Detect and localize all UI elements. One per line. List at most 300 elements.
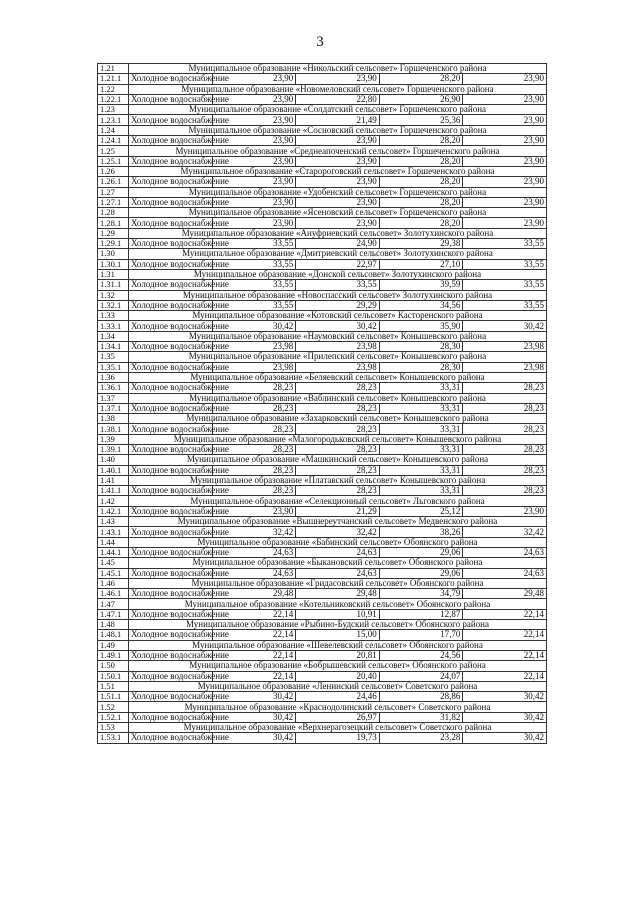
service-label: Холодное водоснабжение <box>129 383 213 393</box>
subsection-number: 1.48.1 <box>98 630 129 640</box>
subsection-number: 1.50.1 <box>98 671 129 681</box>
tariff-value: 24,63 <box>212 547 296 557</box>
tariff-row <box>98 444 547 454</box>
tariff-value: 20,81 <box>296 650 380 660</box>
service-label: Холодное водоснабжение <box>129 342 213 352</box>
section-row <box>98 166 547 176</box>
section-row <box>98 702 547 712</box>
section-row <box>98 599 547 609</box>
tariff-value: 23,90 <box>296 156 380 166</box>
tariff-value: 28,23 <box>296 444 380 454</box>
tariff-row <box>98 94 547 104</box>
tariff-value: 28,20 <box>379 197 463 207</box>
municipality-title: Муниципальное образование «Платавский сельсовет» Конышевского района <box>129 475 547 485</box>
municipality-title: Муниципальное образование «Старороговский сельсовет» Горшеченского района <box>129 166 547 176</box>
municipality-title: Муниципальное образование «Прилепский сельсовет» Конышевского района <box>129 352 547 362</box>
tariff-value: 23,90 <box>463 94 547 104</box>
tariff-row <box>98 547 547 557</box>
tariff-value: 29,48 <box>296 589 380 599</box>
municipality-title: Муниципальное образование «Новомеловский сельсовет» Горшеченского района <box>129 84 547 94</box>
municipality-title: Муниципальное образование «Бабинский сельсовет» Обоянского района <box>129 537 547 547</box>
tariff-value: 23,90 <box>463 218 547 228</box>
tariff-value: 23,90 <box>463 136 547 146</box>
tariff-row <box>98 568 547 578</box>
municipality-title: Муниципальное образование «Быкановский сельсовет» Обоянского района <box>129 558 547 568</box>
municipality-title: Муниципальное образование «Ясеновский сельсовет» Горшеченского района <box>129 208 547 218</box>
section-row <box>98 620 547 630</box>
service-label: Холодное водоснабжение <box>129 424 213 434</box>
section-number: 1.50 <box>98 661 129 671</box>
tariff-value: 28,23 <box>296 465 380 475</box>
tariff-value: 33,55 <box>212 239 296 249</box>
service-label: Холодное водоснабжение <box>129 671 213 681</box>
municipality-title: Муниципальное образование «Гридасовский сельсовет» Обоянского района <box>129 578 547 588</box>
tariff-value: 23,90 <box>212 94 296 104</box>
municipality-title: Муниципальное образование «Захарковский сельсовет» Конышевского района <box>129 414 547 424</box>
tariff-row <box>98 342 547 352</box>
section-number: 1.43 <box>98 517 129 527</box>
tariff-value: 23,90 <box>212 156 296 166</box>
tariff-row <box>98 506 547 516</box>
subsection-number: 1.41.1 <box>98 486 129 496</box>
municipality-title: Муниципальное образование «Селекционный сельсовет» Льговского района <box>129 496 547 506</box>
tariff-value: 28,23 <box>212 383 296 393</box>
tariff-row <box>98 650 547 660</box>
section-row <box>98 208 547 218</box>
service-label: Холодное водоснабжение <box>129 239 213 249</box>
tariff-value: 33,31 <box>379 383 463 393</box>
tariff-value: 32,42 <box>463 527 547 537</box>
section-number: 1.31 <box>98 269 129 279</box>
tariff-value: 22,14 <box>463 630 547 640</box>
tariff-value: 28,20 <box>379 74 463 84</box>
tariff-value: 28,23 <box>296 383 380 393</box>
tariff-value: 22,14 <box>212 609 296 619</box>
subsection-number: 1.21.1 <box>98 74 129 84</box>
subsection-number: 1.35.1 <box>98 362 129 372</box>
service-label: Холодное водоснабжение <box>129 486 213 496</box>
section-number: 1.47 <box>98 599 129 609</box>
tariff-value: 28,23 <box>212 444 296 454</box>
tariff-value: 22,97 <box>296 259 380 269</box>
tariff-value: 34,79 <box>379 589 463 599</box>
tariff-value: 22,14 <box>463 650 547 660</box>
tariff-row <box>98 197 547 207</box>
tariff-value: 39,59 <box>379 280 463 290</box>
municipality-title: Муниципальное образование «Котельниковский сельсовет» Обоянского района <box>129 599 547 609</box>
tariff-value: 29,48 <box>212 589 296 599</box>
tariff-value: 30,42 <box>463 733 547 743</box>
service-label: Холодное водоснабжение <box>129 630 213 640</box>
section-number: 1.42 <box>98 496 129 506</box>
tariff-value: 26,97 <box>296 712 380 722</box>
municipality-title: Муниципальное образование «Ануфриевский сельсовет» Золотухинского района <box>129 228 547 238</box>
service-label: Холодное водоснабжение <box>129 506 213 516</box>
section-row <box>98 187 547 197</box>
tariff-value: 29,38 <box>379 239 463 249</box>
tariff-value: 24,46 <box>296 692 380 702</box>
tariff-value: 30,42 <box>463 321 547 331</box>
section-row <box>98 455 547 465</box>
section-row <box>98 661 547 671</box>
page-number: 3 <box>316 34 324 50</box>
section-number: 1.37 <box>98 393 129 403</box>
section-row <box>98 537 547 547</box>
tariff-value: 24,07 <box>379 671 463 681</box>
tariff-value: 23,90 <box>296 177 380 187</box>
tariff-value: 33,55 <box>296 280 380 290</box>
section-number: 1.34 <box>98 331 129 341</box>
tariff-value: 28,23 <box>463 424 547 434</box>
section-row <box>98 723 547 733</box>
service-label: Холодное водоснабжение <box>129 568 213 578</box>
tariff-value: 28,30 <box>379 342 463 352</box>
section-row <box>98 681 547 691</box>
section-number: 1.23 <box>98 105 129 115</box>
tariff-value: 30,42 <box>212 692 296 702</box>
tariff-value: 33,55 <box>212 280 296 290</box>
municipality-title: Муниципальное образование «Бобрышевский сельсовет» Обоянского района <box>129 661 547 671</box>
subsection-number: 1.22.1 <box>98 94 129 104</box>
tariff-value: 30,42 <box>463 692 547 702</box>
section-number: 1.38 <box>98 414 129 424</box>
service-label: Холодное водоснабжение <box>129 609 213 619</box>
section-row <box>98 125 547 135</box>
tariff-value: 28,23 <box>212 424 296 434</box>
tariff-row <box>98 259 547 269</box>
section-number: 1.22 <box>98 84 129 94</box>
tariff-value: 28,30 <box>379 362 463 372</box>
subsection-number: 1.49.1 <box>98 650 129 660</box>
tariff-value: 29,29 <box>296 300 380 310</box>
section-number: 1.46 <box>98 578 129 588</box>
tariff-row <box>98 362 547 372</box>
subsection-number: 1.23.1 <box>98 115 129 125</box>
section-number: 1.49 <box>98 640 129 650</box>
section-row <box>98 311 547 321</box>
tariff-value: 23,98 <box>212 362 296 372</box>
tariff-value: 26,90 <box>379 94 463 104</box>
tariff-value: 23,90 <box>212 136 296 146</box>
section-row <box>98 640 547 650</box>
tariff-value: 34,56 <box>379 300 463 310</box>
tariff-value: 32,42 <box>296 527 380 537</box>
tariff-value: 24,63 <box>463 568 547 578</box>
tariff-row <box>98 486 547 496</box>
tariff-value: 22,14 <box>463 609 547 619</box>
service-label: Холодное водоснабжение <box>129 300 213 310</box>
tariff-row <box>98 712 547 722</box>
municipality-title: Муниципальное образование «Среднеапоченский сельсовет» Горшеченского района <box>129 146 547 156</box>
tariff-value: 38,26 <box>379 527 463 537</box>
municipality-title: Муниципальное образование «Котовский сельсовет» Касторенского района <box>129 311 547 321</box>
service-label: Холодное водоснабжение <box>129 218 213 228</box>
section-row <box>98 558 547 568</box>
tariff-row <box>98 218 547 228</box>
tariff-value: 28,23 <box>463 444 547 454</box>
tariff-value: 25,36 <box>379 115 463 125</box>
municipality-title: Муниципальное образование «Ленинский сельсовет» Советского района <box>129 681 547 691</box>
tariff-value: 28,20 <box>379 136 463 146</box>
tariff-value: 10,91 <box>296 609 380 619</box>
tariff-row <box>98 465 547 475</box>
section-number: 1.40 <box>98 455 129 465</box>
tariff-table <box>97 63 547 744</box>
section-row <box>98 578 547 588</box>
municipality-title: Муниципальное образование «Рыбино-Будский сельсовет» Обоянского района <box>129 620 547 630</box>
tariff-value: 35,90 <box>379 321 463 331</box>
tariff-value: 28,23 <box>212 403 296 413</box>
municipality-title: Муниципальное образование «Донской сельсовет» Золотухинского района <box>129 269 547 279</box>
tariff-value: 33,55 <box>463 300 547 310</box>
section-row <box>98 414 547 424</box>
tariff-value: 21,29 <box>296 506 380 516</box>
tariff-value: 28,23 <box>463 486 547 496</box>
subsection-number: 1.46.1 <box>98 589 129 599</box>
tariff-value: 23,90 <box>463 74 547 84</box>
section-row <box>98 434 547 444</box>
tariff-row <box>98 589 547 599</box>
tariff-value: 19,73 <box>296 733 380 743</box>
subsection-number: 1.38.1 <box>98 424 129 434</box>
municipality-title: Муниципальное образование «Дмитриевский сельсовет» Золотухинского района <box>129 249 547 259</box>
tariff-row <box>98 321 547 331</box>
subsection-number: 1.51.1 <box>98 692 129 702</box>
municipality-title: Муниципальное образование «Ваблинский сельсовет» Конышевского района <box>129 393 547 403</box>
service-label: Холодное водоснабжение <box>129 280 213 290</box>
subsection-number: 1.53.1 <box>98 733 129 743</box>
section-number: 1.48 <box>98 620 129 630</box>
section-row <box>98 249 547 259</box>
tariff-value: 23,90 <box>463 177 547 187</box>
section-row <box>98 84 547 94</box>
tariff-value: 30,42 <box>463 712 547 722</box>
section-number: 1.33 <box>98 311 129 321</box>
tariff-value: 21,49 <box>296 115 380 125</box>
municipality-title: Муниципальное образование «Беляевский сельсовет» Конышевского района <box>129 372 547 382</box>
tariff-value: 23,90 <box>212 74 296 84</box>
service-label: Холодное водоснабжение <box>129 197 213 207</box>
tariff-row <box>98 74 547 84</box>
section-row <box>98 475 547 485</box>
section-number: 1.30 <box>98 249 129 259</box>
tariff-value: 24,63 <box>212 568 296 578</box>
tariff-value: 24,90 <box>296 239 380 249</box>
service-label: Холодное водоснабжение <box>129 321 213 331</box>
section-row <box>98 496 547 506</box>
tariff-row <box>98 239 547 249</box>
tariff-value: 17,70 <box>379 630 463 640</box>
tariff-value: 33,31 <box>379 444 463 454</box>
service-label: Холодное водоснабжение <box>129 156 213 166</box>
tariff-row <box>98 156 547 166</box>
tariff-value: 23,90 <box>296 74 380 84</box>
section-number: 1.25 <box>98 146 129 156</box>
tariff-value: 33,55 <box>463 239 547 249</box>
tariff-value: 30,42 <box>296 321 380 331</box>
tariff-value: 33,31 <box>379 486 463 496</box>
service-label: Холодное водоснабжение <box>129 712 213 722</box>
service-label: Холодное водоснабжение <box>129 177 213 187</box>
tariff-value: 24,56 <box>379 650 463 660</box>
tariff-value: 31,82 <box>379 712 463 722</box>
subsection-number: 1.31.1 <box>98 280 129 290</box>
section-number: 1.29 <box>98 228 129 238</box>
tariff-value: 33,31 <box>379 424 463 434</box>
section-number: 1.21 <box>98 64 129 74</box>
tariff-row <box>98 403 547 413</box>
section-number: 1.26 <box>98 166 129 176</box>
tariff-value: 33,55 <box>463 259 547 269</box>
section-number: 1.35 <box>98 352 129 362</box>
tariff-row <box>98 136 547 146</box>
section-number: 1.32 <box>98 290 129 300</box>
tariff-row <box>98 300 547 310</box>
tariff-value: 28,20 <box>379 218 463 228</box>
tariff-row <box>98 383 547 393</box>
tariff-row <box>98 280 547 290</box>
tariff-value: 23,98 <box>463 362 547 372</box>
tariff-value: 23,90 <box>463 156 547 166</box>
service-label: Холодное водоснабжение <box>129 403 213 413</box>
tariff-row <box>98 115 547 125</box>
service-label: Холодное водоснабжение <box>129 733 213 743</box>
section-number: 1.41 <box>98 475 129 485</box>
tariff-value: 23,98 <box>296 342 380 352</box>
tariff-value: 30,42 <box>212 733 296 743</box>
tariff-value: 23,90 <box>212 218 296 228</box>
tariff-value: 20,40 <box>296 671 380 681</box>
section-row <box>98 269 547 279</box>
tariff-value: 23,90 <box>296 136 380 146</box>
tariff-value: 23,28 <box>379 733 463 743</box>
tariff-row <box>98 527 547 537</box>
tariff-table-body <box>98 64 547 744</box>
subsection-number: 1.42.1 <box>98 506 129 516</box>
tariff-value: 30,42 <box>212 712 296 722</box>
subsection-number: 1.47.1 <box>98 609 129 619</box>
subsection-number: 1.29.1 <box>98 239 129 249</box>
tariff-value: 28,23 <box>296 424 380 434</box>
section-number: 1.51 <box>98 681 129 691</box>
section-row <box>98 331 547 341</box>
subsection-number: 1.37.1 <box>98 403 129 413</box>
section-number: 1.52 <box>98 702 129 712</box>
municipality-title: Муниципальное образование «Сосновский сельсовет» Горшеченского района <box>129 125 547 135</box>
tariff-value: 23,90 <box>212 115 296 125</box>
tariff-value: 28,23 <box>212 465 296 475</box>
municipality-title: Муниципальное образование «Краснодолинский сельсовет» Советского района <box>129 702 547 712</box>
tariff-row <box>98 177 547 187</box>
tariff-value: 24,63 <box>463 547 547 557</box>
subsection-number: 1.30.1 <box>98 259 129 269</box>
service-label: Холодное водоснабжение <box>129 527 213 537</box>
tariff-value: 29,48 <box>463 589 547 599</box>
municipality-title: Муниципальное образование «Малогородьковский сельсовет» Конышевского района <box>129 434 547 444</box>
tariff-value: 23,90 <box>212 197 296 207</box>
tariff-value: 22,80 <box>296 94 380 104</box>
service-label: Холодное водоснабжение <box>129 692 213 702</box>
tariff-value: 23,90 <box>212 506 296 516</box>
tariff-row <box>98 733 547 743</box>
section-number: 1.39 <box>98 434 129 444</box>
tariff-row <box>98 692 547 702</box>
section-row <box>98 372 547 382</box>
tariff-value: 33,31 <box>379 465 463 475</box>
tariff-value: 24,63 <box>296 568 380 578</box>
tariff-value: 23,90 <box>296 197 380 207</box>
subsection-number: 1.28.1 <box>98 218 129 228</box>
service-label: Холодное водоснабжение <box>129 362 213 372</box>
section-row <box>98 352 547 362</box>
tariff-value: 28,86 <box>379 692 463 702</box>
section-number: 1.36 <box>98 372 129 382</box>
tariff-value: 29,06 <box>379 547 463 557</box>
tariff-value: 15,00 <box>296 630 380 640</box>
tariff-value: 33,31 <box>379 403 463 413</box>
service-label: Холодное водоснабжение <box>129 94 213 104</box>
tariff-value: 28,20 <box>379 177 463 187</box>
section-row <box>98 146 547 156</box>
tariff-value: 23,98 <box>296 362 380 372</box>
tariff-value: 33,55 <box>463 280 547 290</box>
section-row <box>98 290 547 300</box>
tariff-row <box>98 630 547 640</box>
tariff-value: 29,06 <box>379 568 463 578</box>
tariff-value: 22,14 <box>212 650 296 660</box>
service-label: Холодное водоснабжение <box>129 259 213 269</box>
tariff-value: 28,23 <box>296 486 380 496</box>
tariff-value: 28,23 <box>463 403 547 413</box>
service-label: Холодное водоснабжение <box>129 74 213 84</box>
tariff-value: 33,55 <box>212 300 296 310</box>
tariff-value: 28,23 <box>296 403 380 413</box>
section-row <box>98 64 547 74</box>
subsection-number: 1.25.1 <box>98 156 129 166</box>
subsection-number: 1.32.1 <box>98 300 129 310</box>
subsection-number: 1.52.1 <box>98 712 129 722</box>
tariff-value: 23,98 <box>463 342 547 352</box>
section-number: 1.27 <box>98 187 129 197</box>
section-row <box>98 517 547 527</box>
tariff-value: 27,10 <box>379 259 463 269</box>
section-number: 1.24 <box>98 125 129 135</box>
tariff-row <box>98 424 547 434</box>
subsection-number: 1.43.1 <box>98 527 129 537</box>
tariff-value: 12,87 <box>379 609 463 619</box>
municipality-title: Муниципальное образование «Машкинский сельсовет» Конышевского района <box>129 455 547 465</box>
tariff-value: 30,42 <box>212 321 296 331</box>
municipality-title: Муниципальное образование «Никольский сельсовет» Горшеченского района <box>129 64 547 74</box>
municipality-title: Муниципальное образование «Шевелевский сельсовет» Обоянского района <box>129 640 547 650</box>
tariff-value: 23,90 <box>463 115 547 125</box>
service-label: Холодное водоснабжение <box>129 465 213 475</box>
tariff-value: 33,55 <box>212 259 296 269</box>
municipality-title: Муниципальное образование «Верхнерагозецкий сельсовет» Советского района <box>129 723 547 733</box>
tariff-value: 23,90 <box>296 218 380 228</box>
service-label: Холодное водоснабжение <box>129 115 213 125</box>
section-number: 1.45 <box>98 558 129 568</box>
service-label: Холодное водоснабжение <box>129 650 213 660</box>
tariff-value: 22,14 <box>212 671 296 681</box>
section-row <box>98 228 547 238</box>
subsection-number: 1.45.1 <box>98 568 129 578</box>
section-number: 1.53 <box>98 723 129 733</box>
subsection-number: 1.44.1 <box>98 547 129 557</box>
service-label: Холодное водоснабжение <box>129 444 213 454</box>
municipality-title: Муниципальное образование «Солдатский сельсовет» Горшеченского района <box>129 105 547 115</box>
service-label: Холодное водоснабжение <box>129 136 213 146</box>
